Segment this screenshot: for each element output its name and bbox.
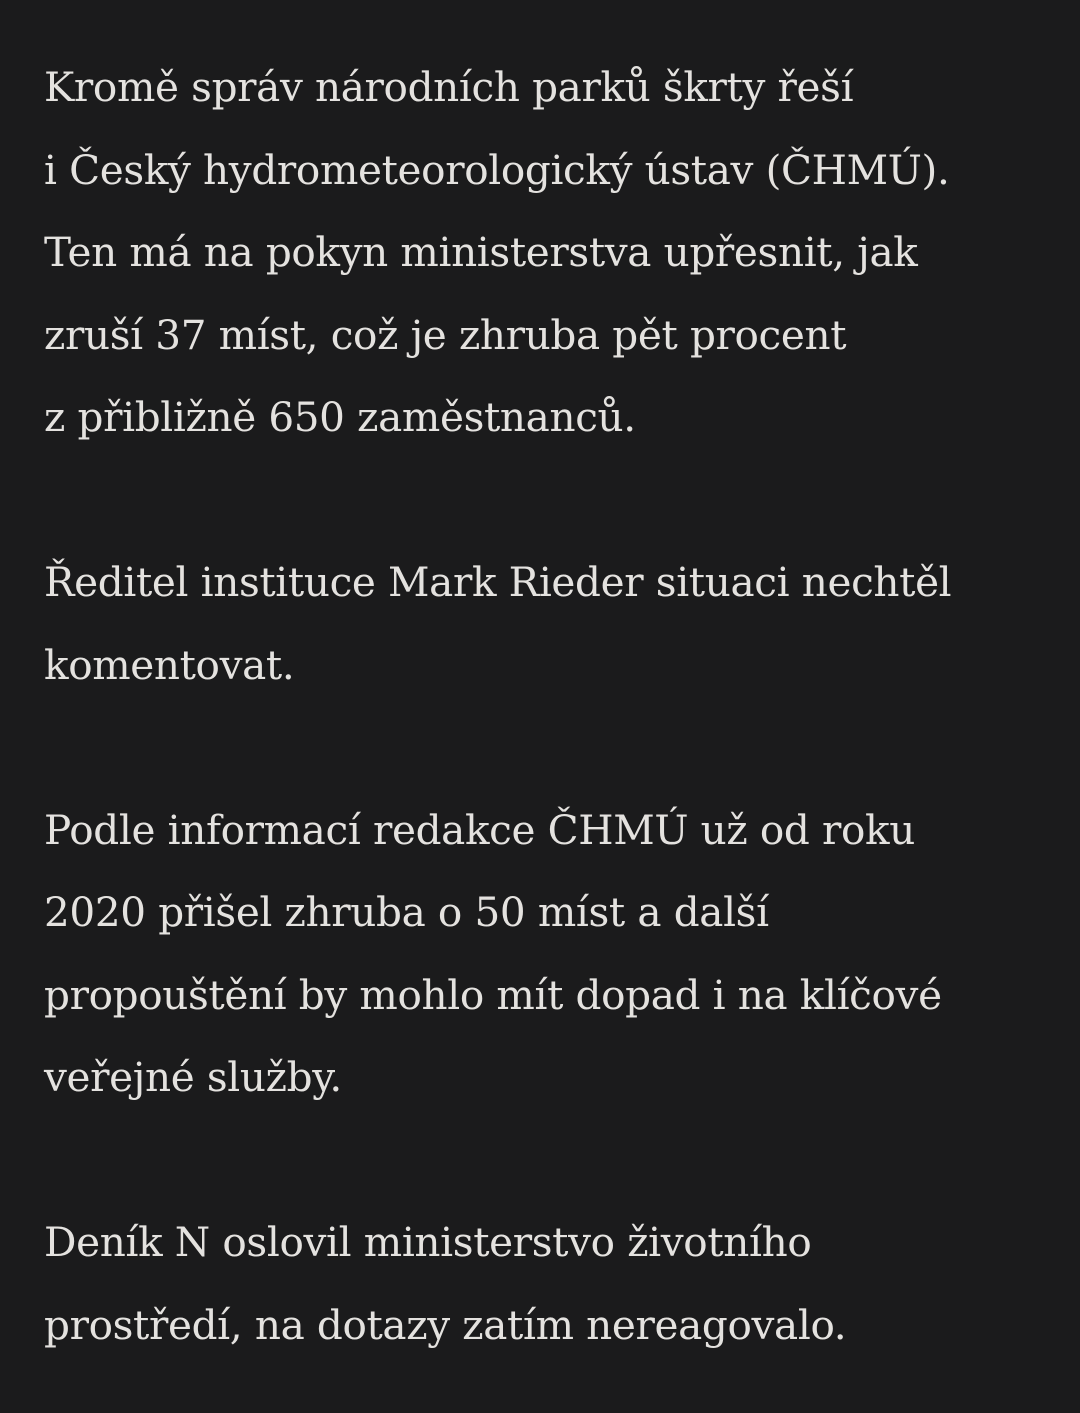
text-line: veřejné služby. <box>44 1053 342 1101</box>
paragraph-ministry-inquiry <box>44 1201 1044 1366</box>
text-line: zruší 37 míst, což je zhruba pět procent <box>44 310 847 359</box>
text-line: 2020 přišel zhruba o 50 míst a další <box>44 888 769 936</box>
text-line: Deník N oslovil ministerstvo životního <box>44 1218 812 1266</box>
text-line: Ředitel instituce Mark Rieder situaci nechtěl <box>44 558 952 606</box>
paragraph-job-losses <box>44 789 1044 1119</box>
text-line: propouštění by mohlo mít dopad i na klíčové <box>44 970 942 1019</box>
article-body <box>44 46 1044 1366</box>
text-line: Ten má na pokyn ministerstva upřesnit, jak <box>44 228 918 276</box>
text-line: komentovat. <box>44 640 295 689</box>
text-line: prostředí, na dotazy zatím nereagovalo. <box>44 1300 847 1349</box>
text-line: Podle informací redakce ČHMÚ už od roku <box>44 805 915 854</box>
text-line: Kromě správ národních parků škrty řeší <box>44 63 854 111</box>
paragraph-chmu-cuts <box>44 46 1044 459</box>
paragraph-director-comment <box>44 541 1044 706</box>
text-line: z přibližně 650 zaměstnanců. <box>44 393 636 441</box>
text-line: i Český hydrometeorologický ústav (ČHMÚ). <box>44 145 950 194</box>
